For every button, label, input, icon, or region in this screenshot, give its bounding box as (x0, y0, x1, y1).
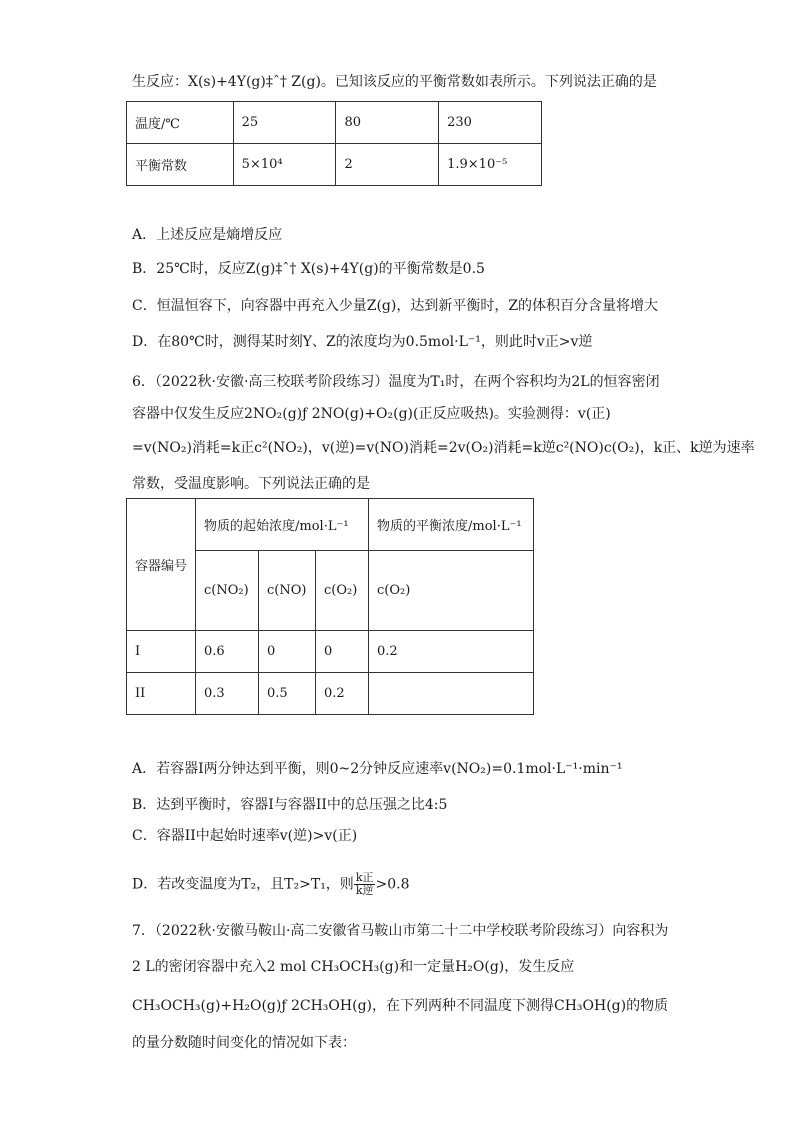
q6-option-d (132, 872, 409, 897)
table2-row2-label: II (127, 673, 196, 715)
intro-line: 生反应：X(s)+4Y(g)‡ˆ† Z(g)。已知该反应的平衡常数如表所示。下列说法正确的是 (132, 74, 657, 90)
table2-sub-cno2: c(NO₂) (196, 551, 259, 631)
table2-sub-cno: c(NO) (259, 551, 316, 631)
table2-row1-co2: 0 (316, 631, 369, 673)
table2-container-header: 容器编号 (127, 499, 196, 631)
table2-row2-co2-eq (369, 673, 534, 715)
table1-row-label: 平衡常数 (127, 144, 234, 186)
q7-line-4: 的量分数随时间变化的情况如下表： (132, 1035, 356, 1051)
table2-row2-co2: 0.2 (316, 673, 369, 715)
table2-row2-cno: 0.5 (259, 673, 316, 715)
q5-option-a: A．上述反应是熵增反应 (132, 227, 283, 243)
fraction-denominator: k逆 (355, 884, 374, 897)
rate-constant-fraction (354, 872, 376, 897)
table2-sub-co2-eq: c(O₂) (369, 551, 534, 631)
q6-option-a: A．若容器I两分钟达到平衡，则0~2分钟反应速率v(NO₂)=0.1mol·L⁻¹·min⁻¹ (132, 761, 623, 777)
fraction-tail: >0.8 (375, 876, 410, 893)
table1-value-25: 5×10⁴ (233, 144, 336, 186)
q6-line-2: 容器中仅发生反应2NO₂(g)ƒ 2NO(g)+O₂(g)(正反应吸热)。实验测得：v(正) (132, 406, 611, 422)
table2-row1-co2-eq: 0.2 (369, 631, 534, 673)
table1-header-25: 25 (233, 102, 336, 144)
equilibrium-constant-table (126, 101, 542, 186)
table2-start-header: 物质的起始浓度/mol·L⁻¹ (196, 499, 369, 551)
table1-header-temp: 温度/℃ (127, 102, 234, 144)
q6-option-c: C．容器II中起始时速率v(逆)>v(正) (132, 828, 358, 844)
concentration-table (126, 498, 534, 715)
table2-sub-co2: c(O₂) (316, 551, 369, 631)
table1-header-80: 80 (336, 102, 439, 144)
q6-option-b: B．达到平衡时，容器I与容器II中的总压强之比4:5 (132, 797, 448, 813)
table1-value-80: 2 (336, 144, 439, 186)
q7-line-3: CH₃OCH₃(g)+H₂O(g)ƒ 2CH₃OH(g)，在下列两种不同温度下测得CH₃OH(g)的物质 (132, 998, 669, 1014)
q7-line-2: 2 L的密闭容器中充入2 mol CH₃OCH₃(g)和一定量H₂O(g)，发生反应 (132, 959, 575, 975)
q6-line-4: 常数，受温度影响。下列说法正确的是 (132, 476, 370, 492)
table2-row1-cno2: 0.6 (196, 631, 259, 673)
table2-eq-header: 物质的平衡浓度/mol·L⁻¹ (369, 499, 534, 551)
q5-option-b: B．25℃时，反应Z(g)‡ˆ† X(s)+4Y(g)的平衡常数是0.5 (132, 261, 485, 277)
q7-line-1: 7．（2022秋·安徽马鞍山·高二安徽省马鞍山市第二十二中学校联考阶段练习）向容积为 (132, 923, 669, 939)
table2-row1-label: I (127, 631, 196, 673)
q6-line-3: =v(NO₂)消耗=k正c²(NO₂)，v(逆)=v(NO)消耗=2v(O₂)消耗=k逆c²(NO)c(O₂)，k正、k逆为速率 (132, 440, 755, 456)
q6-line-1: 6．（2022秋·安徽·高三校联考阶段练习）温度为T₁时，在两个容积均为2L的恒容密闭 (132, 374, 660, 390)
fraction-numerator: k正 (355, 871, 374, 884)
q5-option-c: C．恒温恒容下，向容器中再充入少量Z(g)，达到新平衡时，Z的体积百分含量将增大 (132, 298, 659, 314)
table1-value-230: 1.9×10⁻⁵ (439, 144, 542, 186)
table2-row2-cno2: 0.3 (196, 673, 259, 715)
q6-option-d-text: D．若改变温度为T₂，且T₂>T₁，则 (132, 876, 354, 893)
table1-header-230: 230 (439, 102, 542, 144)
q5-option-d: D．在80℃时，测得某时刻Y、Z的浓度均为0.5mol·L⁻¹，则此时v正>v逆 (132, 334, 593, 350)
table2-row1-cno: 0 (259, 631, 316, 673)
